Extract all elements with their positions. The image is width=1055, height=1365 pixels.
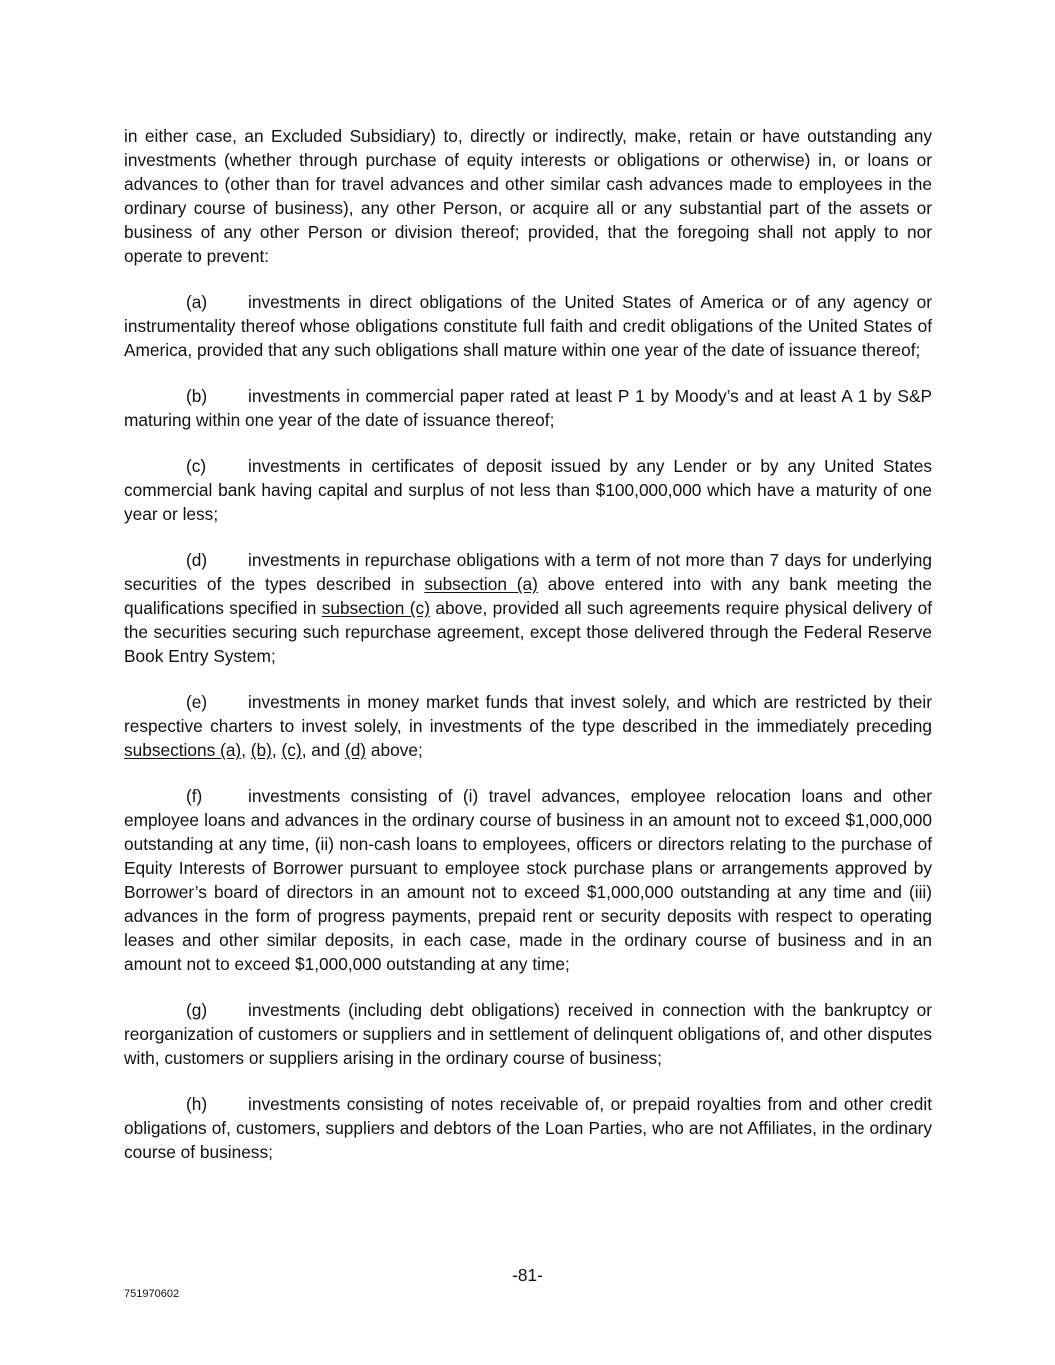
clause-e-text-2: above; (366, 740, 423, 760)
clause-e-ref-subsection-d: (d) (344, 740, 367, 760)
clause-h-label: (h) (186, 1094, 208, 1114)
clause-f-text: investments consisting of (i) travel advances, employee relocation loans and other employee loans and advances in the ordinary course of business in an amount not to exceed $1,000,000 outstanding at any time, (ii) non-cash loans to employees, officers or directors relating to the purchase of Equity Interests of Borrower pursuant to employee stock purchase plans or arrangements approved by Borrower’s board of directors in an amount not to exceed $1,000,000 outstanding at any time and (iii) advances in the form of progress payments, prepaid rent or security deposits with respect to operating leases and other similar deposits, in each case, made in the ordinary course of business and in an amount not to exceed $1,000,000 outstanding at any time; (124, 786, 932, 974)
clause-e-sep-2: , (271, 740, 282, 760)
clause-d-text-1: investments in repurchase obligations with a term of not more than 7 days for underlying securities of the types described in (124, 550, 932, 594)
clause-b-label: (b) (186, 386, 208, 406)
clause-c-text: investments in certificates of deposit issued by any Lender or by any United States commercial bank having capital and surplus of not less than $100,000,000 which have a maturity of one year or less; (124, 456, 932, 524)
clause-a (124, 290, 932, 362)
clause-f (124, 784, 932, 976)
clause-h (124, 1092, 932, 1164)
clause-h-text: investments consisting of notes receivable of, or prepaid royalties from and other credit obligations of, customers, suppliers and debtors of the Loan Parties, who are not Affiliates, in the ordinary course of business; (124, 1094, 932, 1162)
clause-e-sep-3: , and (301, 740, 345, 760)
clause-e-ref-subsection-b: (b) (250, 740, 272, 760)
clause-g-text: investments (including debt obligations) received in connection with the bankruptcy or reorganization of customers or suppliers and in settlement of delinquent obligations of, and other disputes with, customers or suppliers arising in the ordinary course of business; (124, 1000, 932, 1068)
clause-d-ref-subsection-c: subsection (c) (321, 598, 430, 618)
clause-e-label: (e) (186, 692, 208, 712)
clause-e (124, 690, 932, 762)
clause-g-label: (g) (186, 1000, 208, 1020)
intro-paragraph: in either case, an Excluded Subsidiary) to, directly or indirectly, make, retain or have outstanding any investments (whether through purchase of equity interests or obligations or otherwise) in, or loans or advances to (other than for travel advances and other similar cash advances made to employees in the ordinary course of business), any other Person, or acquire all or any substantial part of the assets or business of any other Person or division thereof; provided, that the foregoing shall not apply to nor operate to prevent: (124, 126, 932, 266)
clause-e-text-1: investments in money market funds that invest solely, and which are restricted by their respective charters to invest solely, in investments of the type described in the immediately preceding (124, 692, 932, 736)
clause-c (124, 454, 932, 526)
clause-d-ref-subsection-a: subsection (a) (424, 574, 538, 594)
clause-b-text: investments in commercial paper rated at least P 1 by Moody’s and at least A 1 by S&P maturing within one year of the date of issuance thereof; (124, 386, 932, 430)
clause-e-ref-subsection-a: subsections (a) (124, 740, 242, 760)
clause-b (124, 384, 932, 432)
page-number: -81- (512, 1265, 543, 1285)
document-body (124, 124, 932, 1186)
clause-d (124, 548, 932, 668)
clause-d-text-2: above entered into with any bank meeting the qualifications specified in (124, 574, 932, 618)
clause-a-text: investments in direct obligations of the United States of America or of any agency or instrumentality thereof whose obligations constitute full faith and credit obligations of the United States of America, provided that any such obligations shall mature within one year of the date of issuance thereof; (124, 292, 932, 360)
clause-c-label: (c) (186, 456, 207, 476)
clause-d-text-3: above, provided all such agreements require physical delivery of the securities securing such repurchase agreement, except those delivered through the Federal Reserve Book Entry System; (124, 598, 932, 666)
clause-g (124, 998, 932, 1070)
clause-d-label: (d) (186, 550, 208, 570)
clause-e-sep-1: , (241, 740, 251, 760)
clause-a-label: (a) (186, 292, 208, 312)
document-id: 751970602 (124, 1288, 180, 1300)
clause-f-label: (f) (186, 786, 203, 806)
clause-e-ref-subsection-c: (c) (281, 740, 302, 760)
